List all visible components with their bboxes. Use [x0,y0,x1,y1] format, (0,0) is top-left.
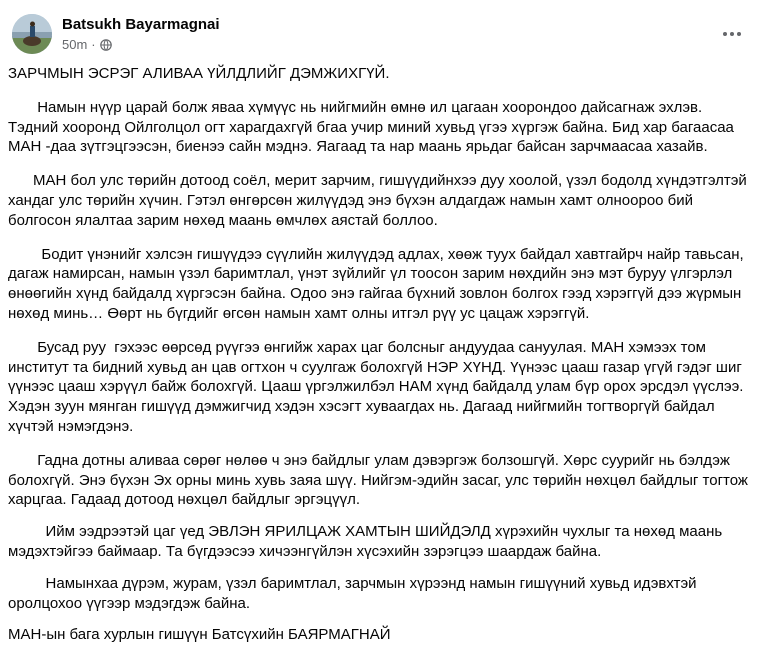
post-paragraph: Гадна дотны аливаа сөрөг нөлөө ч энэ байдлыг улам дэвэргэж болзошгүй. Хөрс суурийг нь бэлдэж болохгүй. Энэ бүхэн Эх орны минь хувь заяа шүү. Нийгэм-эдийн засаг, улс төрийн нөхцөл байдлыг тогтож харцгаа. Гадаад дотоод нөхцөл байдлыг эргэцүүл. [8,451,753,509]
more-options-icon[interactable] [714,20,750,48]
author-avatar[interactable] [12,14,52,54]
post-header [12,12,220,56]
post-meta [62,15,220,53]
post-paragraph: Намынхаа дүрэм, журам, үзэл баримтлал, зарчмын хүрээнд намын гишүүний хувьд идэвхтэй оролцохоо үүгээр мэдэгдэж байна. [8,574,701,612]
post-body [8,64,754,645]
post-heading: ЗАРЧМЫН ЭСРЭГ АЛИВАА ҮЙЛДЛИЙГ ДЭМЖИХГҮЙ. [8,65,390,82]
separator-dot: · [91,37,96,52]
post-paragraph: МАН бол улс төрийн дотоод соёл, мерит зарчим, гишүүдийнхээ дуу хоолой, үзэл бодолд хүндэтгэлтэй хандаг улс төрийн хүчин. Гэтэл өнгөрсөн жилүүдэд энэ бүхэн алдагдаж намын хамт олноороо бий болгосон ялалтаа зарим нөхөд маань өмчлөх аястай боллоо. [8,172,751,229]
post-paragraph: Намын нүүр царай болж яваа хүмүүс нь нийгмийн өмнө ил цагаан хоорондоо дайсагнаж эхлэв. Тэдний хооронд Ойлголцол огт харагдахгүй бгаа учир миний хувьд үгээ хүргэж байна. Бид хар багаасаа МАН -даа зүтгэцгээсэн, биенээ сайн мэднэ. Яагаад та нар маань ярьдаг байсан зарчмаасаа хазайв. [8,98,739,156]
avatar-image [12,14,52,54]
globe-icon [100,39,112,51]
post-paragraph: Ийм ээдрээтэй цаг үед ЭВЛЭН ЯРИЛЦАЖ ХАМТЫН ШИЙДЭЛД хүрэхийн чухлыг та нөхөд маань мэдэхтэйгээ баймаар. Та бүгдээсээ хичээнгүйлэн хүсэхийн зэрэгцээ шаардаж байна. [8,523,727,560]
post-time[interactable]: 50m [62,37,88,52]
author-name[interactable]: Batsukh Bayarmagnai [62,16,220,33]
post-signature: МАН-ын бага хурлын гишүүн Батсүхийн БАЯРМАГНАЙ [8,626,391,644]
post-paragraph: Бусад руу гэхээс өөрсөд рүүгээ өнгийж харах цаг болсныг андуудаа сануулая. МАН хэмээх том институт та бидний хувьд ан цав огтхон ч суулгаж болохгүй НЭР ХҮНД. Үүнээс цааш газар үгүй гэдэг шиг үүнээс цааш хэрүүл байж болохгүй. Цааш үргэлжилбэл НАМ хүнд байдалд улам бүр орох эрсдэл үүслээ. Хэдэн зуун мянган гишүүд дэмжигчид хэдэн хэсэгт хуваагдах нь. Дагаад нийгмийн тогтворгүй байдал хүчтэй нэмэгдэнэ. [8,338,748,435]
post-paragraph: Бодит үнэнийг хэлсэн гишүүдээ сүүлийн жилүүдэд адлах, хөөж туух байдал хавтгайрч найр тавьсан, дагаж намирсан, намын үзэл баримтлал, үнэт зүйлийг үл тоосон зарим нөхдийн энэ мэт буруу үлгэрлэл өнөөгийн хүнд байдалд хүргэсэн байна. Одоо энэ гайгаа бүхний зовлон болгох гээд хэрэггүй дээ жүрмын нөхөд минь… Өөрт нь бүгдийг өгсөн намын хамт олны итгэл рүү ус цацаж хэрэггүй. [8,245,748,322]
post-subline [62,36,220,53]
